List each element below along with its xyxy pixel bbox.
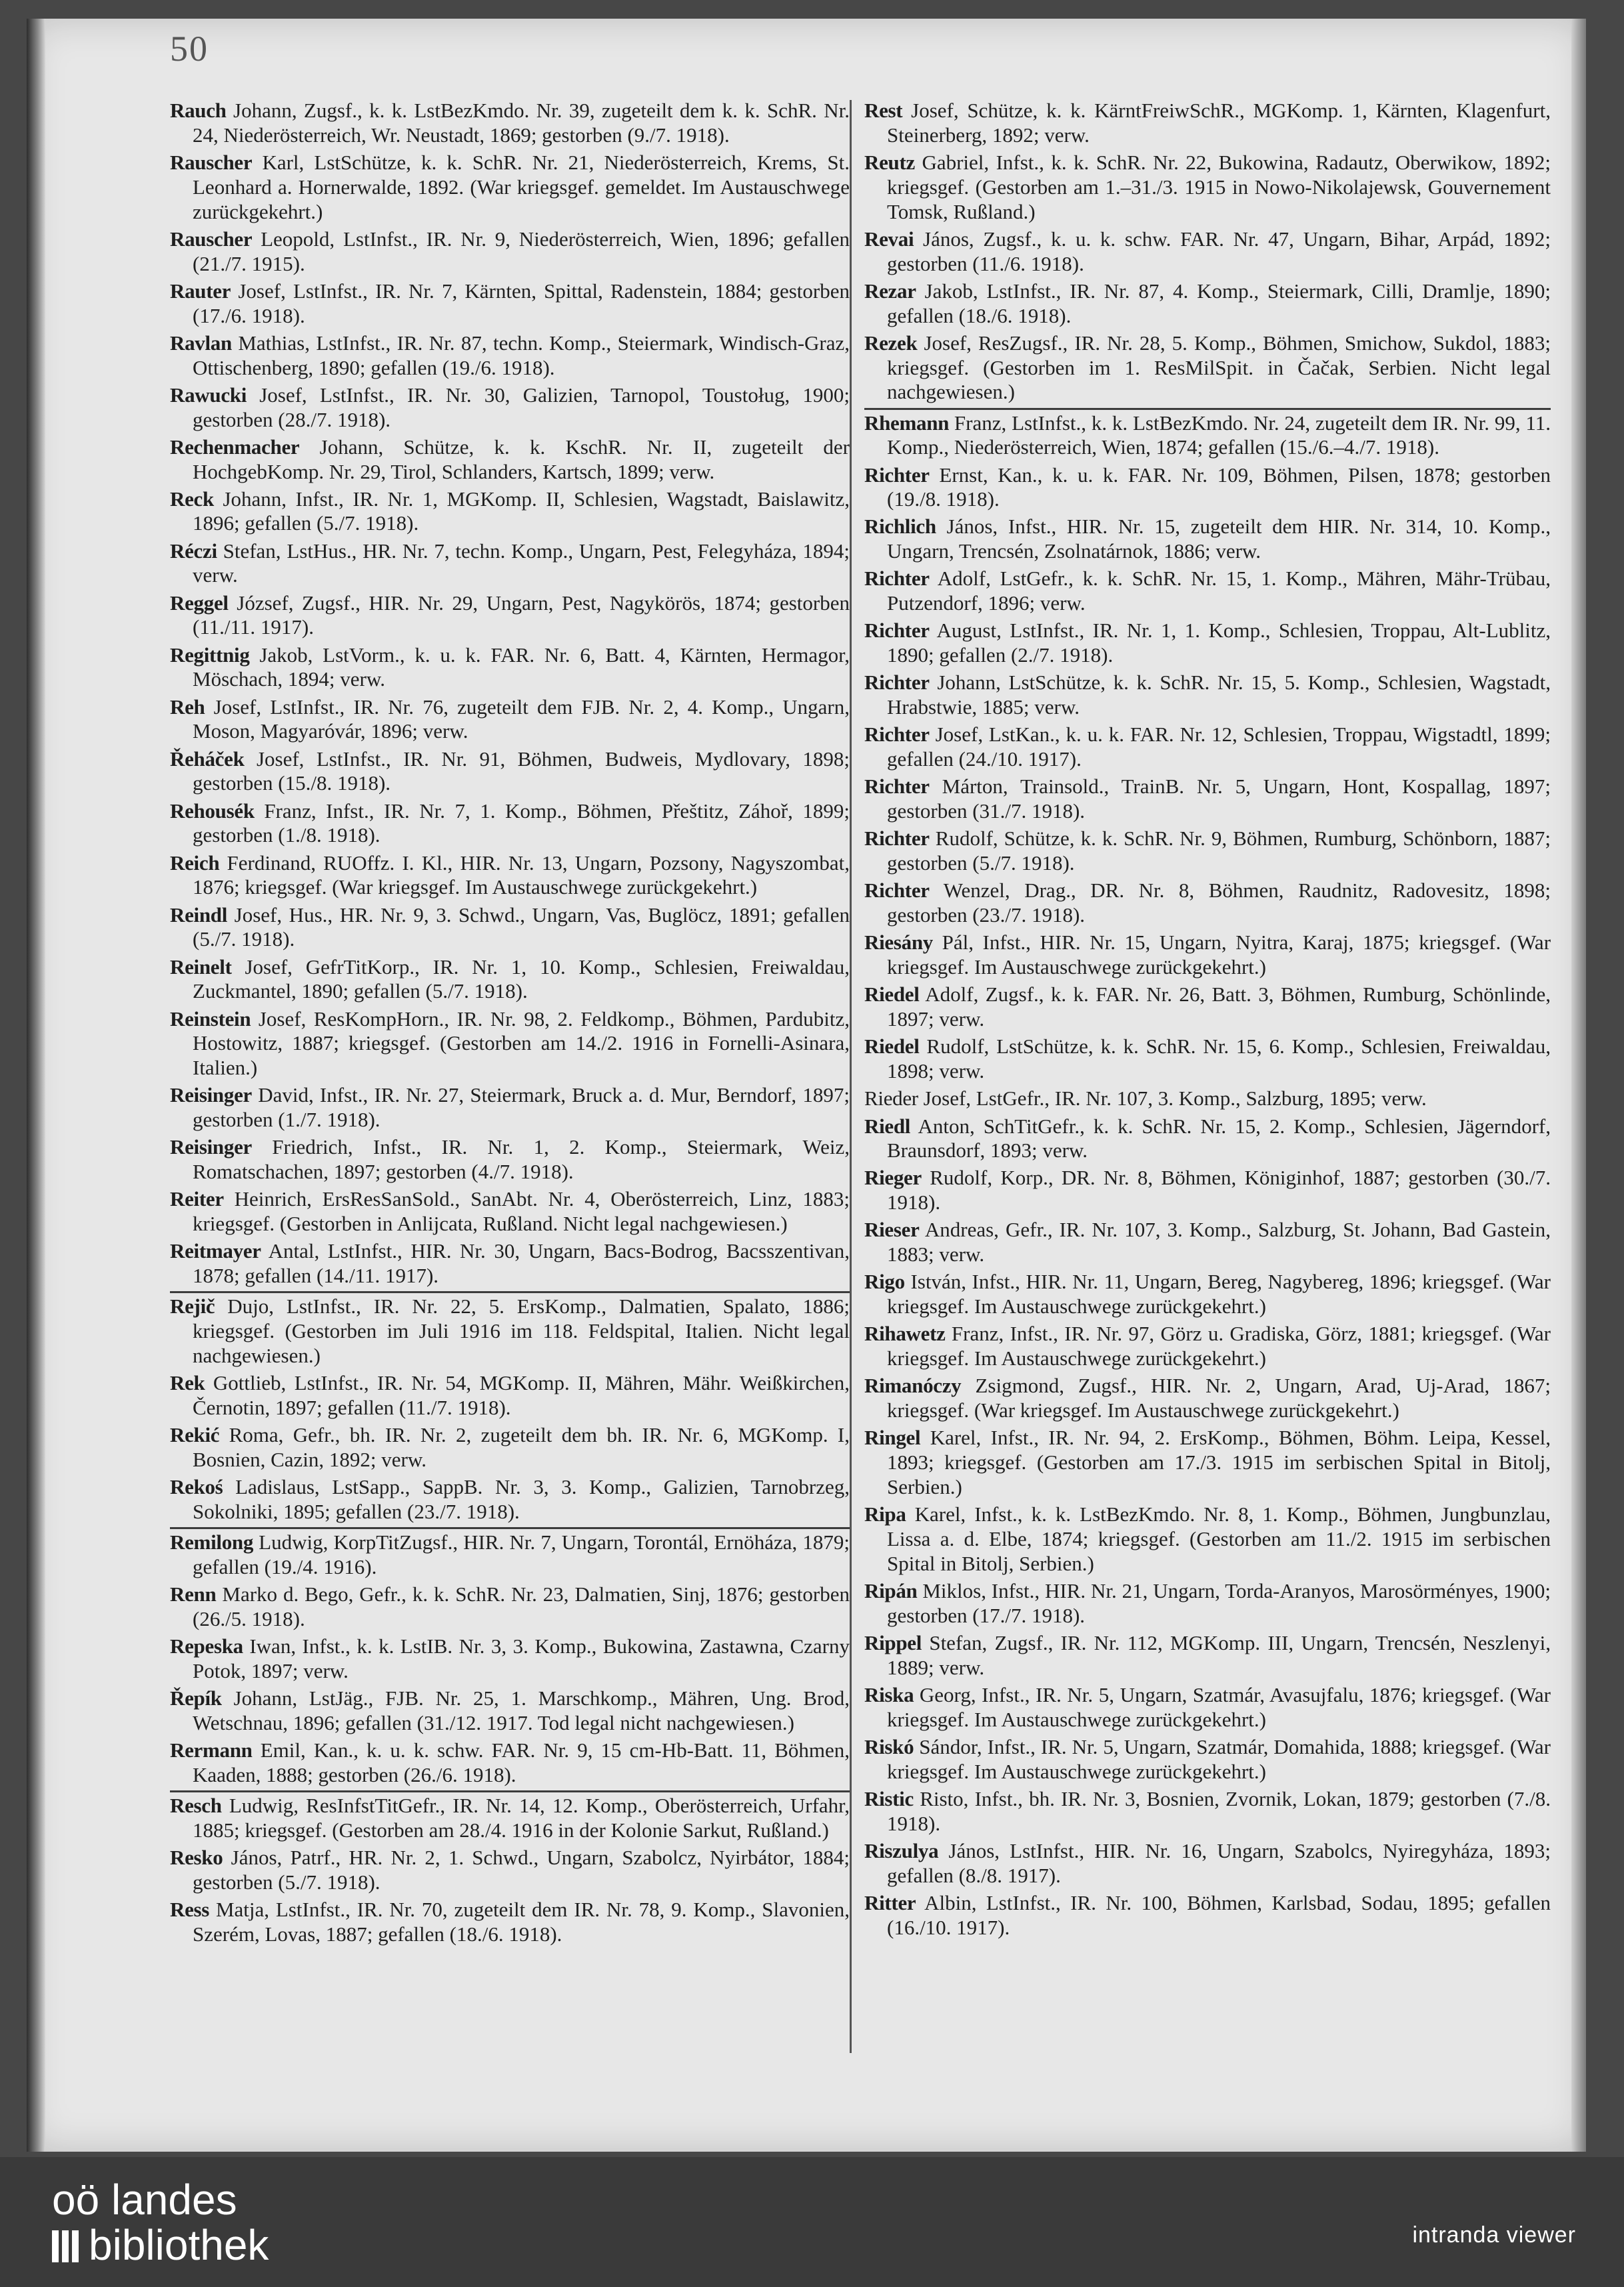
register-entry: [864, 1322, 1551, 1371]
entry-details: Jakob, LstInfst., IR. Nr. 87, 4. Komp., Steiermark, Cilli, Dramlje, 1890; gefallen (18./6. 1918).: [887, 279, 1551, 327]
entry-details: Ladislaus, LstSapp., SappB. Nr. 3, 3. Komp., Galizien, Tarnobrzeg, Sokolniki, 1895; gefallen (23./7. 1918).: [193, 1475, 850, 1523]
register-entry: [864, 1683, 1551, 1732]
entry-details: Pál, Infst., HIR. Nr. 15, Ungarn, Nyitra, Karaj, 1875; kriegsgef. (War kriegsgef. Im Austauschwege zurückgekehrt.): [887, 931, 1551, 979]
entry-surname: Richter: [864, 879, 930, 903]
entry-surname: Reutz: [864, 150, 915, 174]
register-entry: [864, 1579, 1551, 1628]
entry-surname: Richter: [864, 463, 930, 487]
entry-surname: Ripán: [864, 1578, 918, 1602]
entry-surname: Richter: [864, 827, 930, 851]
register-entry: [170, 1790, 850, 1843]
entry-surname: Ristic: [864, 1786, 914, 1810]
entry-surname: Ritter: [864, 1890, 916, 1914]
entry-details: Josef, LstGefr., IR. Nr. 107, 3. Komp., Salzburg, 1895; verw.: [923, 1087, 1427, 1111]
logo-line2: [52, 2222, 269, 2270]
logo-line1: oö landes: [52, 2176, 237, 2224]
register-entry: [170, 331, 850, 381]
entry-details: Johann, Zugsf., k. k. LstBezKmdo. Nr. 39, zugeteilt dem k. k. SchR. Nr. 24, Niederösterreich, Wr. Neustadt, 1869; gestorben (9./7. 1918).: [193, 99, 850, 147]
entry-details: Andreas, Gefr., IR. Nr. 107, 3. Komp., Salzburg, St. Johann, Bad Gastein, 1883; verw.: [887, 1218, 1551, 1266]
register-entry: [864, 1087, 1551, 1111]
register-entry: [170, 1423, 850, 1472]
register-entry: [170, 1239, 850, 1288]
entry-surname: Rek: [170, 1371, 205, 1395]
register-entry: [864, 1891, 1551, 1940]
entry-surname: Rauter: [170, 279, 231, 303]
entry-details: Wenzel, Drag., DR. Nr. 8, Böhmen, Raudnitz, Radovesitz, 1898; gestorben (23./7. 1918).: [887, 879, 1551, 927]
entry-details: Josef, ResZugsf., IR. Nr. 28, 5. Komp., Böhmen, Smichow, Sukdol, 1883; kriegsgef. (Gestorben im 1. ResMilSpit. in Čačak, Serbien. Nicht legal nachgewiesen.): [887, 331, 1551, 404]
entry-details: Franz, LstInfst., k. k. LstBezKmdo. Nr. 24, zugeteilt dem IR. Nr. 99, 11. Komp., Niederösterreich, Wien, 1874; gefallen (15./6.–4./7. 1918).: [887, 411, 1551, 459]
entry-surname: Riedl: [864, 1114, 911, 1138]
register-entry: [170, 279, 850, 329]
register-entry: [170, 487, 850, 537]
entry-surname: Reinstein: [170, 1007, 251, 1031]
entry-surname: Reitmayer: [170, 1239, 261, 1263]
entry-surname: Richter: [864, 723, 930, 747]
entry-details: József, Zugsf., HIR. Nr. 29, Ungarn, Pest, Nagykörös, 1874; gestorben (11./11. 1917).: [193, 591, 850, 639]
entry-details: János, Infst., HIR. Nr. 15, zugeteilt dem HIR. Nr. 314, 10. Komp., Ungarn, Trencsén, Zsolnatárnok, 1886; verw.: [887, 515, 1551, 563]
entry-details: Emil, Kan., k. u. k. schw. FAR. Nr. 9, 15 cm-Hb-Batt. 11, Böhmen, Kaaden, 1888; gestorben (26./6. 1918).: [193, 1738, 850, 1786]
entry-details: Franz, Infst., IR. Nr. 7, 1. Komp., Böhmen, Přeštitz, Záhoř, 1899; gestorben (1./8. 1918).: [193, 799, 850, 847]
entry-details: Ferdinand, RUOffz. I. Kl., HIR. Nr. 13, Ungarn, Pozsony, Nagyszombat, 1876; kriegsgef. (War kriegsgef. Im Austauschwege zurückgekehrt.): [193, 851, 850, 899]
register-entry: [864, 463, 1551, 513]
entry-details: Miklos, Infst., HIR. Nr. 21, Ungarn, Torda-Aranyos, Marosörményes, 1900; gestorben (17./7. 1918).: [887, 1578, 1551, 1627]
register-entry: [170, 435, 850, 485]
entry-surname: Richter: [864, 775, 930, 799]
entry-surname: Rawucki: [170, 383, 247, 407]
entry-surname: Rigo: [864, 1270, 905, 1294]
entry-details: Johann, Infst., IR. Nr. 1, MGKomp. II, Schlesien, Wagstadt, Baislawitz, 1896; gefallen (5./7. 1918).: [193, 487, 850, 535]
register-entry: [170, 799, 850, 849]
entry-details: Karel, Infst., IR. Nr. 94, 2. ErsKomp., Böhmen, Böhm. Leipa, Kessel, 1893; kriegsgef. (Gestorben am 17./3. 1915 im serbischen Spital in Bitolj, Serbien.): [887, 1426, 1551, 1498]
entry-surname: Reck: [170, 487, 214, 511]
register-entry: [864, 1166, 1551, 1215]
register-entry: [864, 1735, 1551, 1784]
register-entry: [864, 1218, 1551, 1267]
register-entry: [170, 1846, 850, 1895]
entry-details: János, Patrf., HR. Nr. 2, 1. Schwd., Ungarn, Szabolcz, Nyirbátor, 1884; gestorben (5./7. 1918).: [193, 1845, 850, 1894]
register-entry: [864, 151, 1551, 224]
entry-surname: Rekić: [170, 1423, 220, 1447]
entry-surname: Riedel: [864, 983, 920, 1007]
entry-surname: Řepík: [170, 1686, 222, 1710]
library-logo[interactable]: [52, 2177, 269, 2270]
entry-details: Josef, LstInfst., IR. Nr. 76, zugeteilt dem FJB. Nr. 2, 4. Komp., Ungarn, Moson, Magyaróvár, 1896; verw.: [193, 695, 850, 743]
entry-details: Anton, SchTitGefr., k. k. SchR. Nr. 15, 2. Komp., Schlesien, Jägerndorf, Braunsdorf, 1893; verw.: [887, 1114, 1551, 1162]
left-column: [170, 99, 850, 1950]
register-entry: [864, 408, 1551, 461]
entry-surname: Rauscher: [170, 150, 253, 174]
register-entry: [864, 1502, 1551, 1576]
entry-details: Franz, Infst., IR. Nr. 97, Görz u. Gradiska, Görz, 1881; kriegsgef. (War kriegsgef. Im Austauschwege zurückgekehrt.): [887, 1322, 1551, 1370]
entry-surname: Rihawetz: [864, 1322, 946, 1346]
entry-details: János, Zugsf., k. u. k. schw. FAR. Nr. 47, Ungarn, Bihar, Arpád, 1892; gestorben (11./6. 1918).: [887, 227, 1551, 275]
entry-details: Johann, Schütze, k. k. KschR. Nr. II, zugeteilt der HochgebKomp. Nr. 29, Tirol, Schlanders, Kartsch, 1899; verw.: [193, 435, 850, 483]
entry-details: Johann, LstSchütze, k. k. SchR. Nr. 15, 5. Komp., Schlesien, Wagstadt, Hrabstwie, 1885; verw.: [887, 671, 1551, 719]
entry-details: Matja, LstInfst., IR. Nr. 70, zugeteilt dem IR. Nr. 78, 9. Komp., Slavonien, Szerém, Lovas, 1887; gefallen (18./6. 1918).: [193, 1897, 850, 1946]
entry-details: Albin, LstInfst., IR. Nr. 100, Böhmen, Karlsbad, Sodau, 1895; gefallen (16./10. 1917).: [887, 1890, 1551, 1939]
entry-surname: Renn: [170, 1582, 217, 1606]
register-entry: [170, 1634, 850, 1684]
entry-details: August, LstInfst., IR. Nr. 1, 1. Komp., Schlesien, Troppau, Alt-Lublitz, 1890; gefallen (2./7. 1918).: [887, 619, 1551, 667]
entry-details: Dujo, LstInfst., IR. Nr. 22, 5. ErsKomp., Dalmatien, Spalato, 1886; kriegsgef. (Gestorben im Juli 1916 im 118. Feldspital, Italien. Nicht legal nachgewiesen.): [193, 1294, 850, 1367]
register-entry: [864, 619, 1551, 668]
entry-details: Rudolf, Schütze, k. k. SchR. Nr. 9, Böhmen, Rumburg, Schönborn, 1887; gestorben (5./7. 1918).: [887, 827, 1551, 875]
entry-details: Stefan, LstHus., HR. Nr. 7, techn. Komp., Ungarn, Pest, Felegyháza, 1894; verw.: [193, 539, 850, 587]
entry-details: Adolf, LstGefr., k. k. SchR. Nr. 15, 1. Komp., Mähren, Mähr-Trübau, Putzendorf, 1896; verw.: [887, 567, 1551, 615]
register-entry: [864, 775, 1551, 824]
register-entry: [864, 279, 1551, 329]
book-spine-shadow: [27, 19, 45, 2152]
entry-details: Georg, Infst., IR. Nr. 5, Ungarn, Szatmár, Avasujfalu, 1876; kriegsgef. (War kriegsgef. Im Austauschwege zurückgekehrt.): [887, 1682, 1551, 1731]
entry-surname: Rhemann: [864, 411, 950, 435]
entry-surname: Réczi: [170, 539, 217, 563]
register-entry: [864, 827, 1551, 876]
register-entry: [864, 515, 1551, 564]
entry-surname: Reh: [170, 695, 205, 719]
page-number: 50: [170, 29, 209, 69]
entry-details: Rudolf, LstSchütze, k. k. SchR. Nr. 15, 6. Komp., Schlesien, Freiwaldau, 1898; verw.: [887, 1035, 1551, 1083]
entry-details: Jakob, LstVorm., k. u. k. FAR. Nr. 6, Batt. 4, Kärnten, Hermagor, Möschach, 1894; verw.: [193, 643, 850, 691]
register-entry: [170, 695, 850, 745]
register-entry: [864, 879, 1551, 928]
entry-surname: Rimanóczy: [864, 1374, 962, 1398]
entry-details: Sándor, Infst., IR. Nr. 5, Ungarn, Szatmár, Domahida, 1888; kriegsgef. (War kriegsgef. Im Austauschwege zurückgekehrt.): [887, 1734, 1551, 1783]
entry-surname: Rauscher: [170, 227, 253, 251]
logo-line2-text: bibliothek: [89, 2221, 269, 2269]
entry-surname: Richter: [864, 567, 930, 591]
column-divider: [850, 100, 852, 2053]
entry-surname: Rest: [864, 99, 903, 122]
register-entry: [170, 1135, 850, 1184]
entry-surname: Riskó: [864, 1734, 914, 1758]
entry-surname: Reggel: [170, 591, 229, 615]
register-entry: [864, 1426, 1551, 1499]
entry-details: Ludwig, KorpTitZugsf., HIR. Nr. 7, Ungarn, Torontál, Ernöháza, 1879; gefallen (19./4. 1916).: [193, 1530, 850, 1578]
entry-surname: Rermann: [170, 1738, 253, 1762]
entry-details: Marko d. Bego, Gefr., k. k. SchR. Nr. 23, Dalmatien, Sinj, 1876; gestorben (26./5. 1918).: [193, 1582, 850, 1630]
entry-surname: Rauch: [170, 99, 227, 122]
register-entry: [170, 383, 850, 433]
entry-details: Josef, Hus., HR. Nr. 9, 3. Schwd., Ungarn, Vas, Buglöcz, 1891; gefallen (5./7. 1918).: [193, 903, 850, 951]
register-entry: [170, 539, 850, 589]
register-entry: [170, 747, 850, 797]
entry-surname: Rieger: [864, 1166, 922, 1190]
entry-surname: Rechenmacher: [170, 435, 300, 459]
entry-surname: Ress: [170, 1897, 210, 1921]
register-entry: [864, 1115, 1551, 1164]
entry-surname: Rehousék: [170, 799, 255, 823]
entry-surname: Rezar: [864, 279, 916, 303]
entry-surname: Ravlan: [170, 331, 232, 355]
register-entry: [864, 331, 1551, 405]
entry-surname: Rekoś: [170, 1475, 223, 1498]
register-entry: [170, 1187, 850, 1236]
entry-surname: Riska: [864, 1682, 914, 1706]
entry-surname: Richter: [864, 619, 930, 643]
register-entry: [864, 1035, 1551, 1084]
entry-surname: Riszulya: [864, 1838, 939, 1862]
entry-surname: Řeháček: [170, 747, 245, 771]
entry-details: Roma, Gefr., bh. IR. Nr. 2, zugeteilt dem bh. IR. Nr. 6, MGKomp. I, Bosnien, Cazin, 1892; verw.: [193, 1423, 850, 1471]
entry-details: Antal, LstInfst., HIR. Nr. 30, Ungarn, Bacs-Bodrog, Bacsszentivan, 1878; gefallen (14./11. 1917).: [193, 1239, 850, 1288]
entry-details: Gottlieb, LstInfst., IR. Nr. 54, MGKomp. II, Mähren, Mähr. Weißkirchen, Černotin, 1897; gefallen (11./7. 1918).: [193, 1371, 850, 1419]
register-entry: [864, 227, 1551, 277]
entry-details: Leopold, LstInfst., IR. Nr. 9, Niederösterreich, Wien, 1896; gefallen (21./7. 1915).: [193, 227, 850, 275]
logo-bars-icon: [52, 2225, 82, 2270]
entry-surname: Rezek: [864, 331, 918, 355]
entry-surname: Resch: [170, 1793, 222, 1817]
register-entry: [170, 955, 850, 1005]
entry-surname: Riesány: [864, 931, 933, 955]
entry-details: Iwan, Infst., k. k. LstIB. Nr. 3, 3. Komp., Bukowina, Zastawna, Czarny Potok, 1897; verw.: [193, 1634, 850, 1682]
register-entry: [170, 1083, 850, 1133]
entry-surname: Resko: [170, 1845, 223, 1869]
entry-details: Josef, LstKan., k. u. k. FAR. Nr. 12, Schlesien, Troppau, Wigstadtl, 1899; gefallen (24./10. 1917).: [887, 723, 1551, 771]
entry-surname: Rejič: [170, 1294, 215, 1318]
register-entry: [170, 99, 850, 148]
entry-surname: Richlich: [864, 515, 936, 539]
entry-details: Stefan, Zugsf., IR. Nr. 112, MGKomp. III, Ungarn, Trencsén, Neszlenyi, 1889; verw.: [887, 1630, 1551, 1679]
entry-surname: Regittnig: [170, 643, 250, 667]
entry-details: Márton, Trainsold., TrainB. Nr. 5, Ungarn, Hont, Kospallag, 1897; gestorben (31./7. 1918).: [887, 775, 1551, 823]
entry-details: Josef, GefrTitKorp., IR. Nr. 1, 10. Komp., Schlesien, Freiwaldau, Zuckmantel, 1890; gefallen (5./7. 1918).: [193, 955, 850, 1003]
register-entry: [864, 1374, 1551, 1423]
entry-surname: Rieder: [864, 1087, 918, 1111]
register-entry: [864, 1787, 1551, 1836]
register-entry: [170, 1291, 850, 1368]
entry-details: Zsigmond, Zugsf., HIR. Nr. 2, Ungarn, Arad, Uj-Arad, 1867; kriegsgef. (War kriegsgef. Im Austauschwege zurückgekehrt.): [887, 1374, 1551, 1422]
register-entry: [864, 1270, 1551, 1319]
register-entry: [170, 903, 850, 953]
register-entry: [170, 591, 850, 641]
entry-details: Ludwig, ResInfstTitGefr., IR. Nr. 14, 12. Komp., Oberösterreich, Urfahr, 1885; kriegsgef. (Gestorben am 28./4. 1916 in der Kolonie Sarkut, Rußland.): [193, 1793, 850, 1842]
register-entry: [170, 1527, 850, 1580]
entry-details: Karel, Infst., k. k. LstBezKmdo. Nr. 8, 1. Komp., Böhmen, Jungbunzlau, Lissa a. d. Elbe, 1874; kriegsgef. (Gestorben am 11./2. 1915 im serbischen Spital in Bitolj, Serbien.): [887, 1502, 1551, 1575]
register-entry: [170, 227, 850, 277]
entry-surname: Reinelt: [170, 955, 232, 979]
entry-details: Friedrich, Infst., IR. Nr. 1, 2. Komp., Steiermark, Weiz, Romatschachen, 1897; gestorben (4./7. 1918).: [193, 1135, 850, 1184]
entry-details: Risto, Infst., bh. IR. Nr. 3, Bosnien, Zvornik, Lokan, 1879; gestorben (7./8. 1918).: [887, 1786, 1551, 1835]
entry-details: Josef, LstInfst., IR. Nr. 30, Galizien, Tarnopol, Toustoług, 1900; gestorben (28./7. 1918).: [193, 383, 850, 431]
entry-surname: Reindl: [170, 903, 228, 927]
viewer-brand[interactable]: intranda viewer: [1412, 2222, 1576, 2248]
register-entry: [170, 1371, 850, 1420]
register-entry: [864, 99, 1551, 148]
register-entry: [170, 1475, 850, 1524]
register-entry: [170, 643, 850, 693]
entry-details: Josef, Schütze, k. k. KärntFreiwSchR., MGKomp. 1, Kärnten, Klagenfurt, Steinerberg, 1892; verw.: [887, 99, 1551, 147]
entry-surname: Reisinger: [170, 1083, 252, 1107]
register-entry: [170, 1898, 850, 1947]
entry-surname: Richter: [864, 671, 930, 695]
entry-surname: Ripa: [864, 1502, 906, 1526]
entry-details: János, LstInfst., HIR. Nr. 16, Ungarn, Szabolcs, Nyiregyháza, 1893; gefallen (8./8. 1917).: [887, 1838, 1551, 1887]
entry-surname: Rieser: [864, 1218, 920, 1242]
entry-surname: Ringel: [864, 1426, 921, 1450]
entry-details: Mathias, LstInfst., IR. Nr. 87, techn. Komp., Steiermark, Windisch-Graz, Ottischenberg, 1890; gefallen (19./6. 1918).: [193, 331, 850, 379]
entry-details: David, Infst., IR. Nr. 27, Steiermark, Bruck a. d. Mur, Berndorf, 1897; gestorben (1./7. 1918).: [193, 1083, 850, 1132]
entry-surname: Rippel: [864, 1630, 922, 1654]
entry-details: Adolf, Zugsf., k. k. FAR. Nr. 26, Batt. 3, Böhmen, Rumburg, Schönlinde, 1897; verw.: [887, 983, 1551, 1031]
entry-surname: Reiter: [170, 1187, 224, 1211]
entry-details: Ernst, Kan., k. u. k. FAR. Nr. 109, Böhmen, Pilsen, 1878; gestorben (19./8. 1918).: [887, 463, 1551, 511]
register-entry: [864, 983, 1551, 1032]
register-entry: [170, 1686, 850, 1736]
page-edge-shadow: [1571, 19, 1586, 2152]
entry-details: István, Infst., HIR. Nr. 11, Ungarn, Bereg, Nagybereg, 1896; kriegsgef. (War kriegsgef. Im Austauschwege zurückgekehrt.): [887, 1270, 1551, 1318]
entry-details: Johann, LstJäg., FJB. Nr. 25, 1. Marschkomp., Mähren, Ung. Brod, Wetschnau, 1896; gefallen (31./12. 1917. Tod legal nicht nachgewiesen.): [193, 1686, 850, 1734]
right-column: [864, 99, 1551, 1943]
register-entry: [864, 1839, 1551, 1888]
entry-details: Karl, LstSchütze, k. k. SchR. Nr. 21, Niederösterreich, Krems, St. Leonhard a. Hornerwalde, 1892. (War kriegsgef. gemeldet. Im Austauschwege zurückgekehrt.): [193, 150, 850, 223]
entry-surname: Reisinger: [170, 1135, 252, 1159]
register-entry: [864, 671, 1551, 720]
register-entry: [864, 1631, 1551, 1680]
register-entry: [170, 1582, 850, 1632]
entry-surname: Remilong: [170, 1530, 254, 1554]
entry-details: Josef, LstInfst., IR. Nr. 7, Kärnten, Spittal, Radenstein, 1884; gestorben (17./6. 1918).: [193, 279, 850, 327]
entry-surname: Riedel: [864, 1035, 920, 1059]
register-entry: [864, 931, 1551, 980]
register-entry: [170, 1007, 850, 1081]
entry-details: Josef, ResKompHorn., IR. Nr. 98, 2. Feldkomp., Böhmen, Pardubitz, Hostowitz, 1887; kriegsgef. (Gestorben am 14./2. 1916 in Fornelli-Asinara, Italien.): [193, 1007, 850, 1080]
entry-surname: Repeska: [170, 1634, 243, 1658]
entry-details: Gabriel, Infst., k. k. SchR. Nr. 22, Bukowina, Radautz, Oberwikow, 1892; kriegsgef. (Gestorben am 1.–31./3. 1915 in Nowo-Nikolajewsk, Gouvernement Tomsk, Rußland.): [887, 150, 1551, 223]
register-entry: [864, 567, 1551, 616]
entry-surname: Reich: [170, 851, 220, 875]
entry-surname: Revai: [864, 227, 914, 251]
viewer-footer: [0, 2157, 1624, 2287]
register-entry: [170, 151, 850, 224]
entry-details: Josef, LstInfst., IR. Nr. 91, Böhmen, Budweis, Mydlovary, 1898; gestorben (15./8. 1918).: [193, 747, 850, 795]
register-entry: [170, 1738, 850, 1788]
register-entry: [170, 851, 850, 901]
entry-details: Heinrich, ErsResSanSold., SanAbt. Nr. 4, Oberösterreich, Linz, 1883; kriegsgef. (Gestorben in Anlijcata, Rußland. Nicht legal nachgewiesen.): [193, 1187, 850, 1236]
entry-details: Rudolf, Korp., DR. Nr. 8, Böhmen, Königinhof, 1887; gestorben (30./7. 1918).: [887, 1166, 1551, 1214]
register-entry: [864, 723, 1551, 772]
